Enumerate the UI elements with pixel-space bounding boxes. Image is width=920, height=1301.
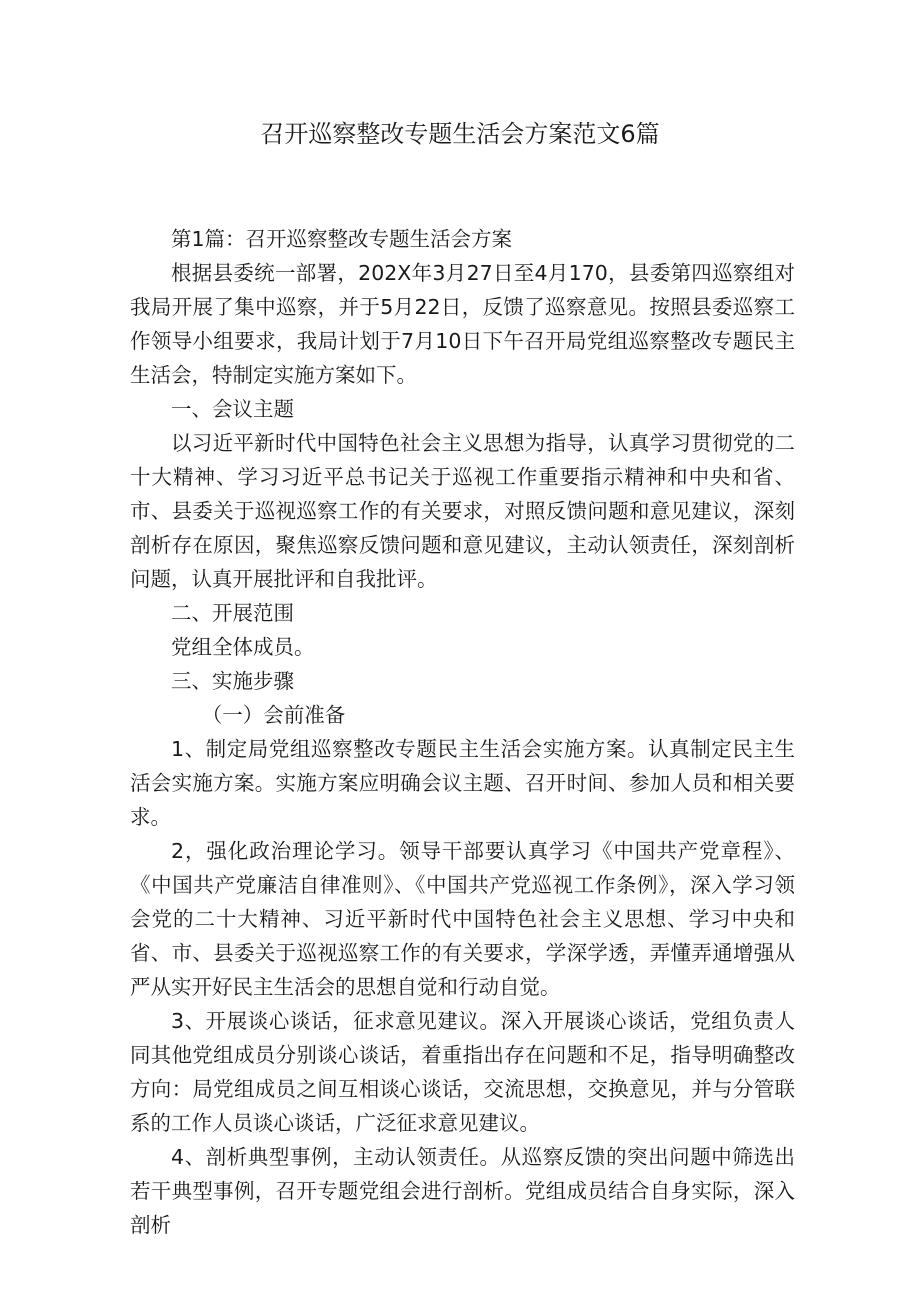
document-title: 召开巡察整改专题生活会方案范文6篇 (260, 120, 660, 148)
section-heading: 一、会议主题 (171, 397, 294, 421)
body-paragraph: 3、开展谈心谈话，征求意见建议。深入开展谈心谈话，党组负责人同其他党组成员分别谈心谈话，着重指出存在问题和不足，指导明确整改方向：局党组成员之间互相谈心谈话，交流思想，交换意见，并与分管联系的工作人员谈心谈话，广泛征求意见建议。 (130, 1009, 795, 1135)
body-paragraph: 1、制定局党组巡察整改专题民主生活会实施方案。认真制定民主生活会实施方案。实施方案应明确会议主题、召开时间、参加人员和相关要求。 (130, 737, 795, 829)
body-paragraph: 4、剖析典型事例，主动认领责任。从巡察反馈的突出问题中筛选出若干典型事例，召开专题党组会进行剖析。党组成员结合自身实际，深入剖析 (130, 1145, 795, 1237)
section-heading: 三、实施步骤 (171, 669, 294, 693)
document-body (130, 222, 795, 1242)
section-heading: 二、开展范围 (171, 601, 294, 625)
chapter-heading: 第1篇：召开巡察整改专题生活会方案 (171, 227, 513, 251)
body-paragraph: 党组全体成员。 (171, 635, 315, 659)
body-paragraph: 根据县委统一部署，202X年3月27日至4月170，县委第四巡察组对我局开展了集中巡察，并于5月22日，反馈了巡察意见。按照县委巡察工作领导小组要求，我局计划于7月10日下午召开局党组巡察整改专题民主生活会，特制定实施方案如下。 (130, 261, 795, 387)
body-paragraph: 2，强化政治理论学习。领导干部要认真学习《中国共产党章程》、《中国共产党廉洁自律准则》、《中国共产党巡视工作条例》，深入学习领会党的二十大精神、习近平新时代中国特色社会主义思想、学习中央和省、市、县委关于巡视巡察工作的有关要求，学深学透，弄懂弄通增强从严从实开好民主生活会的思想自觉和行动自觉。 (130, 839, 795, 999)
body-paragraph: 以习近平新时代中国特色社会主义思想为指导，认真学习贯彻党的二十大精神、学习习近平总书记关于巡视工作重要指示精神和中央和省、市、县委关于巡视巡察工作的有关要求，对照反馈问题和意见建议，深刻剖析存在原因，聚焦巡察反馈问题和意见建议，主动认领责任，深刻剖析问题，认真开展批评和自我批评。 (130, 431, 795, 591)
subsection-heading: （一）会前准备 (201, 703, 346, 727)
